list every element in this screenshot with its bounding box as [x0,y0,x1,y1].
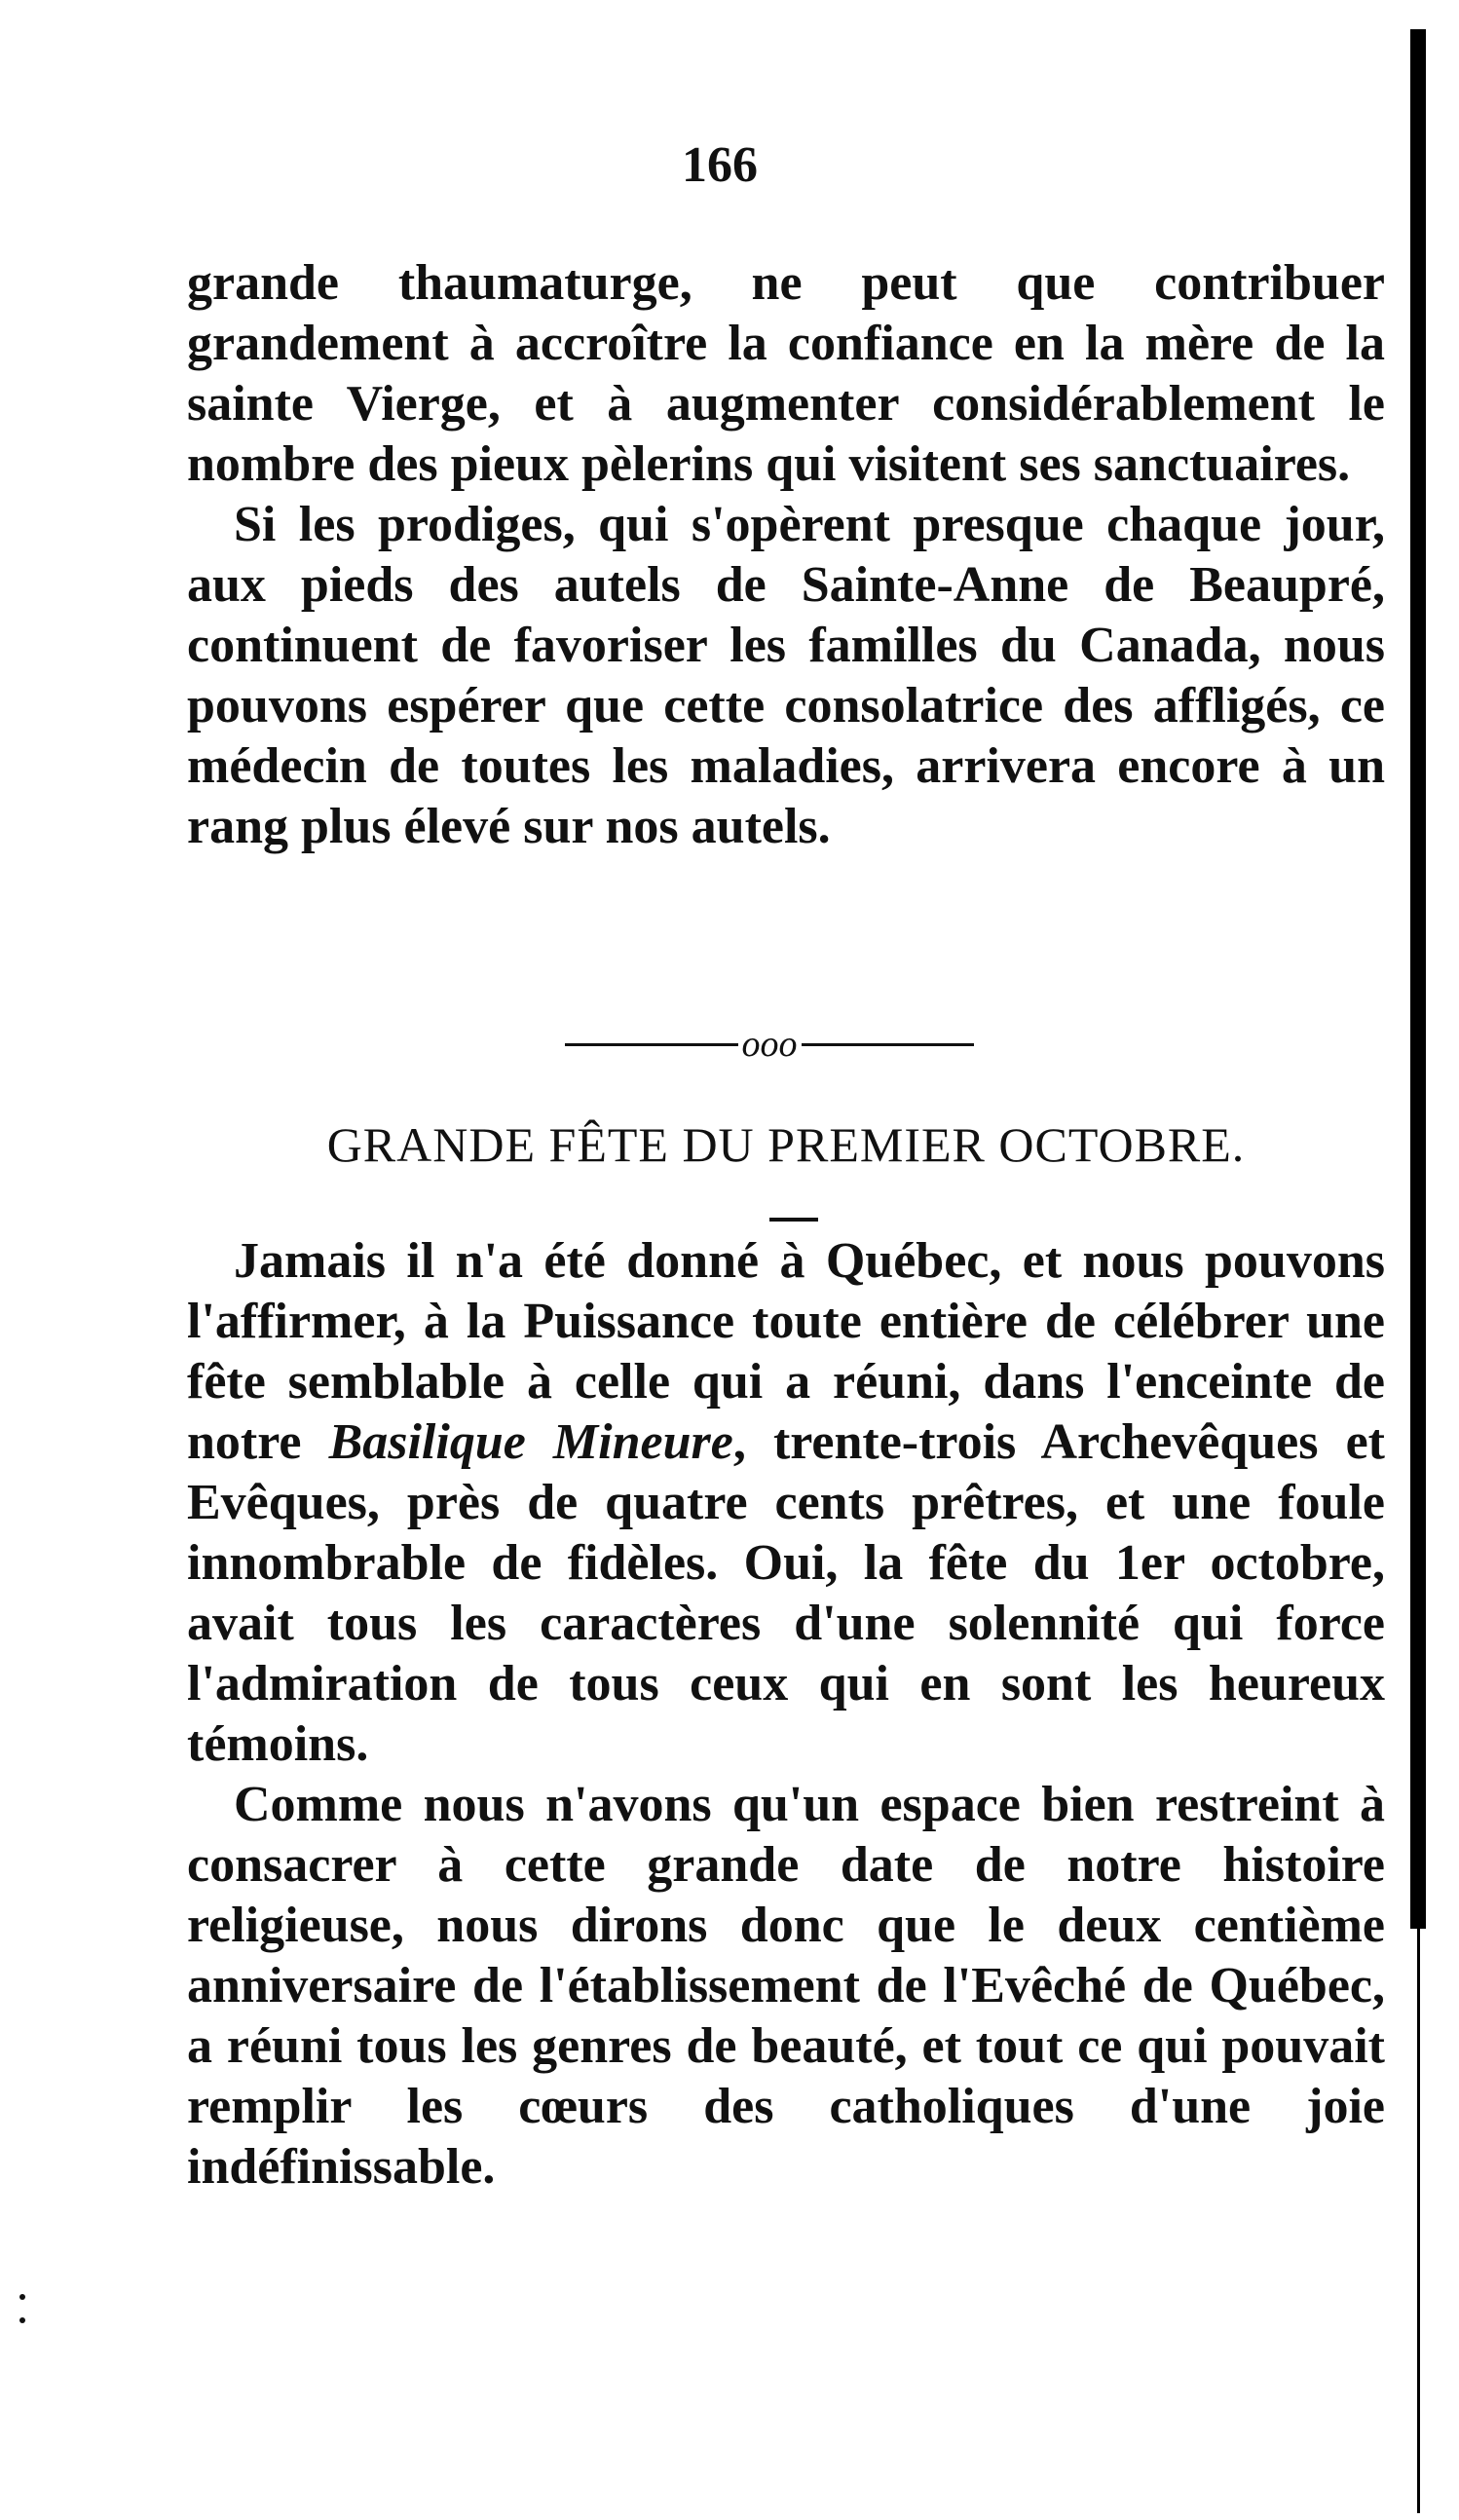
paragraph: grande thaumaturge, ne peut que contribuer grandement à accroître la confiance en la mère de la sainte Vierge, et à augmenter considérablement le nombre des pieux pèlerins qui visitent ses sanctuaires. [187,255,1385,492]
separator-line-right [802,1043,975,1046]
page-number: 166 [682,137,758,193]
page-edge-line [1417,1929,1420,2513]
paragraph-text: Jamais il n'a été donné à Québec, et nous pouvons l'affirmer, à la Puissance toute entière de célébrer une fête semblable à celle qui a réuni, dans l'enceinte de notre [187,1233,1385,1470]
paragraph: Si les prodiges, qui s'opèrent presque chaque jour, aux pieds des autels de Sainte-Anne de Beaupré, continuent de favoriser les familles du Canada, nous pouvons espérer que cette consolatrice des affligés, ce médecin de toutes les maladies, arrivera encore à un rang plus élevé sur nos autels. [187,497,1385,854]
separator-mark: ooo [741,1024,798,1065]
paragraph: Comme nous n'avons qu'un espace bien restreint à consacrer à cette grande date de notre histoire religieuse, nous dirons donc que le deux centième anniversaire de l'établissement de l'Evêché de Québec, a réuni tous les genres de beauté, et tout ce qui pouvait remplir les cœurs des catholiques d'une joie indéfinissable. [187,1777,1385,2195]
heading-rule [769,1218,818,1222]
margin-dots [19,2294,29,2341]
page-edge-bar [1410,29,1426,1929]
paragraph-text: , trente-trois Archevêques et Evêques, près de quatre cents prêtres, et une foule innombrable de fidèles. Oui, la fête du 1er octobre, avait tous les caractères d'une solennité qui force l'admiration de tous ceux qui en sont les heureux témoins. [187,1414,1385,1772]
section-separator [565,1025,974,1064]
italic-phrase: Basilique Mineure [328,1414,733,1470]
text-block-top [187,253,1385,857]
margin-dot [19,2317,25,2323]
separator-line-left [565,1043,738,1046]
paragraph [187,1231,1385,1775]
margin-dot [19,2294,25,2300]
section-heading: GRANDE FÊTE DU PREMIER OCTOBRE. [326,1117,1246,1172]
text-block-bottom [187,1231,1385,2198]
